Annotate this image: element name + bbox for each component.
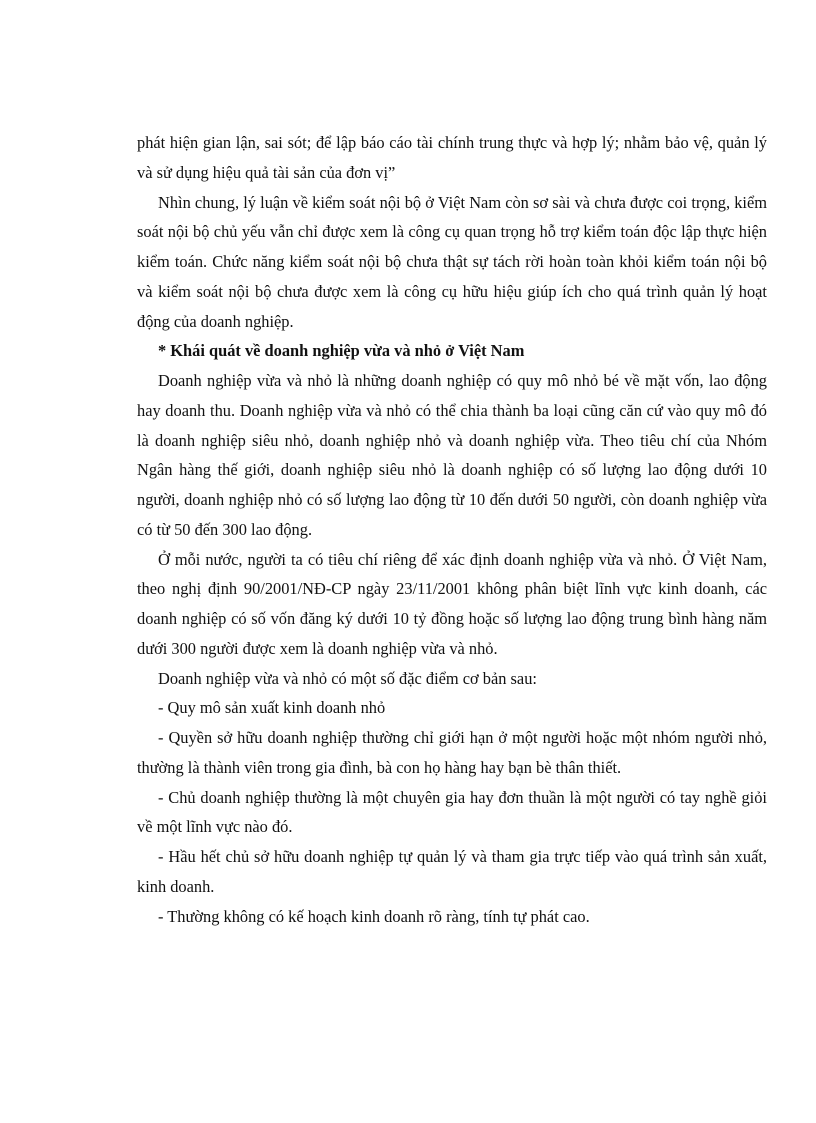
list-item-ownership: - Quyền sở hữu doanh nghiệp thường chỉ giới hạn ở một người hoặc một nhóm người nhỏ, thường là thành viên trong gia đình, bà con họ hàng hay bạn bè thân thiết.: [137, 728, 767, 777]
list-item-owner-expertise: - Chủ doanh nghiệp thường là một chuyên gia hay đơn thuần là một người có tay nghề giỏi về một lĩnh vực nào đó.: [137, 787, 767, 837]
paragraph-sme-criteria-vietnam: Ở mỗi nước, người ta có tiêu chí riêng để xác định doanh nghiệp vừa và nhỏ. Ở Việt Nam, theo nghị định 90/2001/NĐ-CP ngày 23/11/2001 không phân biệt lĩnh vực kinh doanh, các doanh nghiệp có số vốn đăng ký dưới 10 tỷ đồng hoặc số lượng lao động trung bình hàng năm dưới 300 người được xem là doanh nghiệp vừa và nhỏ.: [137, 549, 767, 658]
paragraph-sme-definition: Doanh nghiệp vừa và nhỏ là những doanh nghiệp có quy mô nhỏ bé về mặt vốn, lao động hay doanh thu. Doanh nghiệp vừa và nhỏ có thể chia thành ba loại cũng căn cứ vào quy mô đó là doanh nghiệp siêu nhỏ, doanh nghiệp nhỏ và doanh nghiệp vừa. Theo tiêu chí của Nhóm Ngân hàng thế giới, doanh nghiệp siêu nhỏ là doanh nghiệp có số lượng lao động dưới 10 người, doanh nghiệp nhỏ có số lượng lao động từ 10 đến dưới 50 người, còn doanh nghiệp vừa có từ 50 đến 300 lao động.: [137, 371, 767, 539]
section-heading-sme-overview: * Khái quát về doanh nghiệp vừa và nhỏ ở Việt Nam: [158, 341, 525, 361]
paragraph-internal-control-overview: Nhìn chung, lý luận về kiểm soát nội bộ ở Việt Nam còn sơ sài và chưa được coi trọng, kiểm soát nội bộ chủ yếu vẫn chỉ được xem là công cụ quan trọng hỗ trợ kiểm toán độc lập thực hiện kiểm toán. Chức năng kiểm soát nội bộ chưa thật sự tách rời hoàn toàn khỏi kiểm toán nội bộ và kiểm soát nội bộ chưa được xem là công cụ hữu hiệu giúp ích cho quá trình quản lý hoạt động của doanh nghiệp.: [137, 192, 767, 331]
paragraph-sme-characteristics-intro: Doanh nghiệp vừa và nhỏ có một số đặc điểm cơ bản sau:: [158, 668, 537, 688]
list-item-no-business-plan: - Thường không có kế hoạch kinh doanh rõ ràng, tính tự phát cao.: [158, 906, 590, 926]
list-item-self-management: - Hầu hết chủ sở hữu doanh nghiệp tự quản lý và tham gia trực tiếp vào quá trình sản xuất, kinh doanh.: [137, 847, 767, 896]
list-item-small-scale: - Quy mô sản xuất kinh doanh nhỏ: [158, 698, 386, 718]
document-page: [137, 128, 767, 931]
paragraph-continuation: phát hiện gian lận, sai sót; để lập báo cáo tài chính trung thực và hợp lý; nhằm bảo vệ, quản lý và sử dụng hiệu quả tài sản của đơn vị”: [137, 133, 767, 182]
